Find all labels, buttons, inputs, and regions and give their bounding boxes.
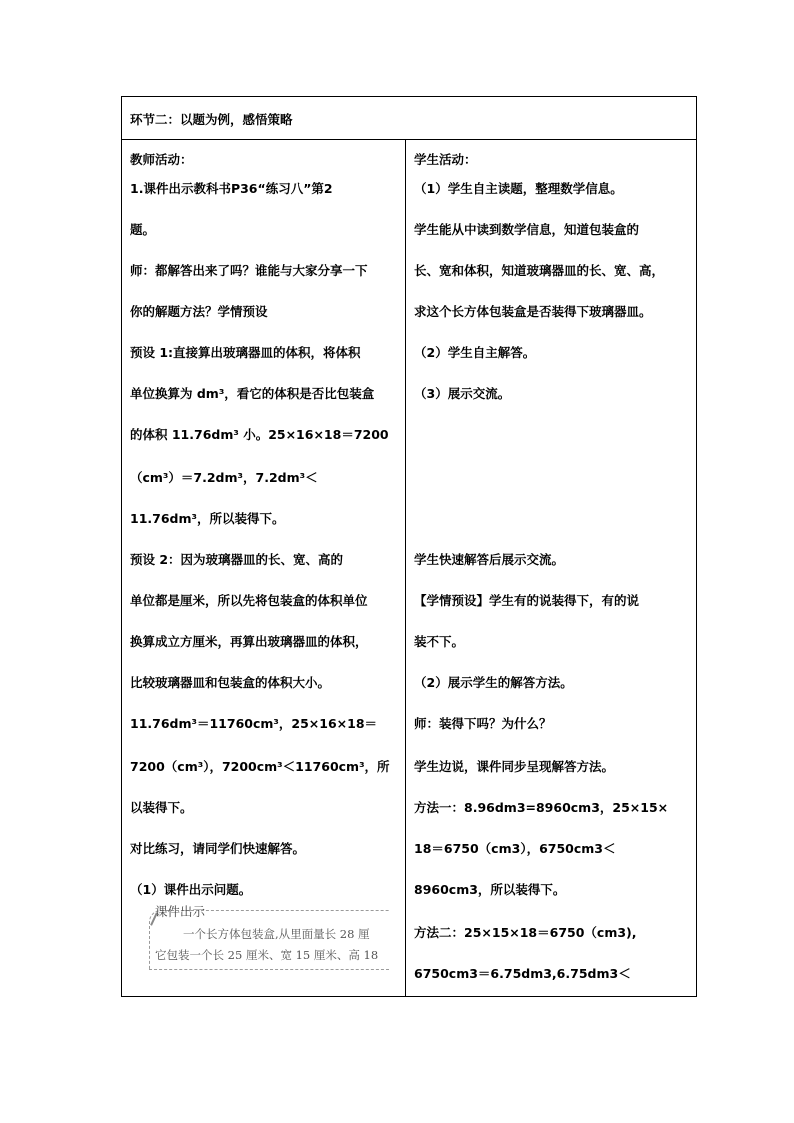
lesson-table (121, 96, 697, 997)
teacher-line: 比较玻璃器皿和包装盒的体积大小。 (130, 675, 331, 690)
teacher-line: 题。 (130, 222, 156, 237)
teacher-line: 单位换算为 dm³，看它的体积是否比包装盒 (130, 386, 375, 401)
teacher-line: 11.76dm³＝11760cm³，25×16×18＝ (130, 716, 378, 731)
teacher-line: 你的解题方法？学情预设 (130, 304, 268, 319)
student-line: 方法二：25×15×18＝6750（cm3), (414, 925, 637, 940)
student-line: 学生活动： (414, 152, 477, 167)
student-line: 8960cm3，所以装得下。 (414, 882, 566, 897)
teacher-line: 换算成立方厘米，再算出玻璃器皿的体积， (130, 634, 368, 649)
student-line: （3）展示交流。 (414, 386, 511, 401)
student-line: 长、宽和体积，知道玻璃器皿的长、宽、高， (414, 263, 665, 278)
student-line: （2）展示学生的解答方法。 (414, 675, 573, 690)
teacher-line: 1.课件出示教科书P36“练习八”第2 (130, 181, 333, 196)
student-line: 学生边说，课件同步呈现解答方法。 (414, 759, 615, 774)
student-line: 18＝6750（cm3），6750cm3＜ (414, 841, 616, 856)
courseware-label: 课件出示 (155, 904, 206, 919)
student-line: 学生快速解答后展示交流。 (414, 552, 565, 567)
student-line: 师：装得下吗？为什么？ (414, 716, 552, 731)
teacher-line: 教师活动： (130, 152, 193, 167)
teacher-line: 预设 1:直接算出玻璃器皿的体积，将体积 (130, 345, 361, 360)
section-title: 环节二：以题为例，感悟策略 (130, 112, 293, 127)
student-line: 【学情预设】学生有的说装得下，有的说 (414, 593, 640, 608)
teacher-line: 单位都是厘米，所以先将包装盒的体积单位 (130, 593, 368, 608)
teacher-line: （1）课件出示问题。 (130, 882, 252, 897)
teacher-line: 对比练习，请同学们快速解答。 (130, 841, 306, 856)
section-header (122, 97, 696, 140)
teacher-line: 以装得下。 (130, 800, 193, 815)
teacher-line: 师：都解答出来了吗？谁能与大家分享一下 (130, 263, 368, 278)
teacher-line: 预设 2：因为玻璃器皿的长、宽、高的 (130, 552, 344, 567)
teacher-line: 的体积 11.76dm³ 小。25×16×18＝7200 (130, 427, 389, 442)
student-line: 方法一：8.96dm3=8960cm3，25×15× (414, 800, 669, 815)
student-line: 6750cm3＝6.75dm3,6.75dm3＜ (414, 966, 631, 981)
courseware-card (149, 898, 389, 970)
courseware-text-line: 一个长方体包装盒,从里面量长 28 厘 (183, 927, 370, 941)
teacher-line: （cm³）＝7.2dm³，7.2dm³＜ (130, 470, 318, 485)
student-line: 装不下。 (414, 634, 465, 649)
student-line: 求这个长方体包装盒是否装得下玻璃器皿。 (414, 304, 652, 319)
column-divider (405, 140, 406, 997)
teacher-line: 11.76dm³，所以装得下。 (130, 511, 285, 526)
student-line: 学生能从中读到数学信息，知道包装盒的 (414, 222, 640, 237)
student-line: （1）学生自主读题，整理数学信息。 (414, 181, 623, 196)
courseware-text-line: 它包装一个长 25 厘米、宽 15 厘米、高 18 (155, 948, 379, 962)
student-line: （2）学生自主解答。 (414, 345, 536, 360)
teacher-line: 7200（cm³），7200cm³＜11760cm³，所 (130, 759, 390, 774)
